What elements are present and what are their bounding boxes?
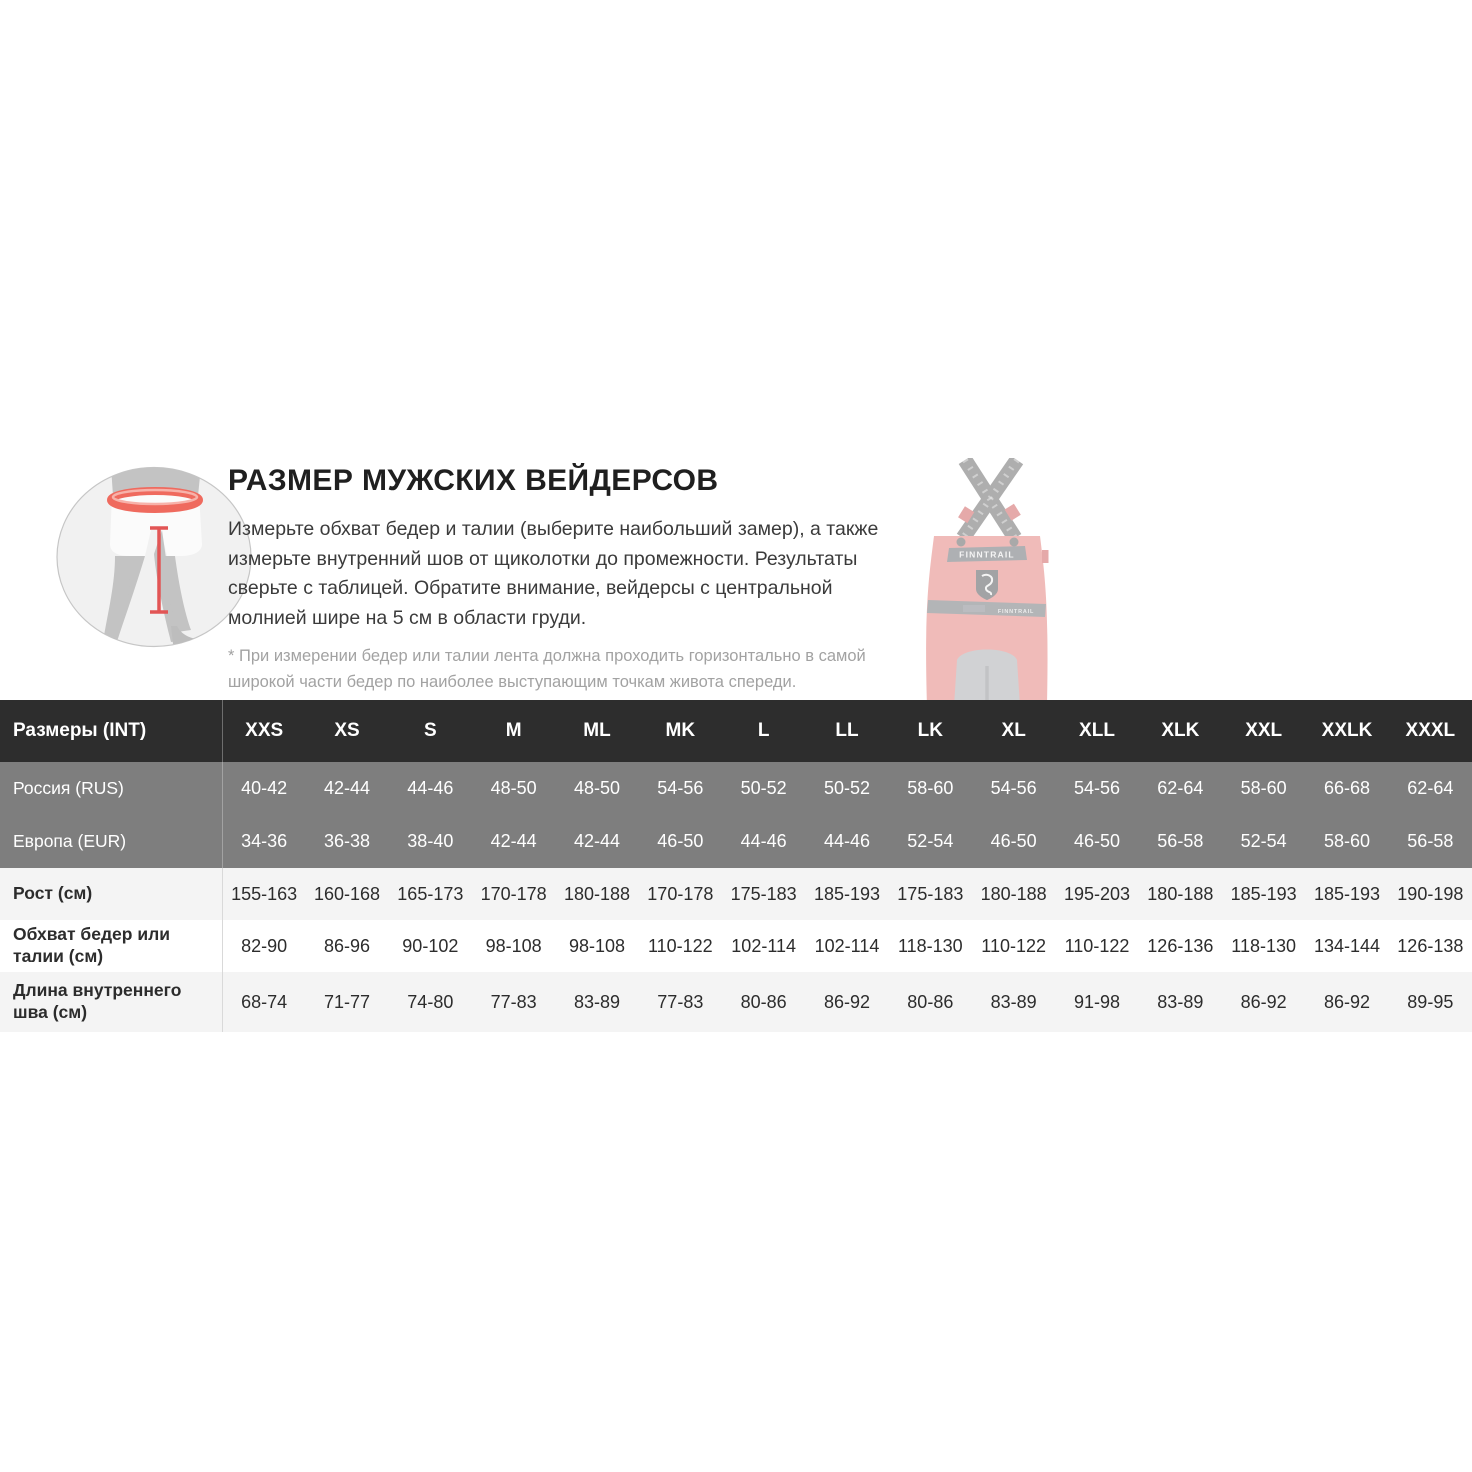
row-label: Россия (RUS) bbox=[13, 777, 124, 798]
button-left bbox=[957, 538, 966, 547]
table-cell: 66-68 bbox=[1323, 778, 1371, 798]
table-cell: 90-102 bbox=[402, 935, 459, 956]
table-cell: 82-90 bbox=[222, 920, 305, 972]
table-cell: 110-122 bbox=[981, 935, 1047, 956]
table-cell: 118-130 bbox=[1231, 935, 1297, 956]
table-cell: 46-50 bbox=[1073, 831, 1121, 851]
table-cell: 118-130 bbox=[897, 935, 963, 956]
table-cell: 175-183 bbox=[897, 883, 964, 904]
table-cell: 98-108 bbox=[568, 935, 626, 956]
brand-label-chest: FINNTRAIL bbox=[959, 549, 1015, 560]
table-cell: 89-95 bbox=[1407, 991, 1454, 1012]
table-cell: 58-60 bbox=[1240, 778, 1287, 798]
table-cell: 54-56 bbox=[657, 778, 704, 798]
table-row bbox=[0, 815, 1472, 868]
table-cell: 170-178 bbox=[480, 883, 547, 904]
table-cell: 155-163 bbox=[222, 868, 305, 920]
waist-band-tab bbox=[963, 605, 985, 612]
table-cell: 83-89 bbox=[1157, 991, 1204, 1012]
table-cell: 91-98 bbox=[1073, 991, 1121, 1012]
table-cell: 50-52 bbox=[823, 778, 871, 798]
table-cell: 62-64 bbox=[1157, 778, 1204, 798]
button-right bbox=[1010, 538, 1019, 547]
table-cell: XXLK bbox=[1321, 720, 1373, 741]
table-cell: 42-44 bbox=[573, 831, 621, 851]
table-row bbox=[0, 868, 1472, 920]
table-cell: 54-56 bbox=[990, 778, 1037, 798]
table-cell: 56-58 bbox=[1157, 831, 1204, 851]
chest-band bbox=[947, 546, 1027, 562]
side-tag bbox=[1042, 550, 1049, 563]
measurement-illustration bbox=[55, 466, 253, 648]
table-cell: 46-50 bbox=[657, 831, 704, 851]
table-cell: XXL bbox=[1245, 720, 1283, 741]
table-cell: 83-89 bbox=[990, 991, 1037, 1012]
table-cell: XLK bbox=[1161, 720, 1200, 741]
table-cell: 190-198 bbox=[1397, 883, 1464, 904]
intro-section bbox=[228, 464, 906, 696]
table-cell: 44-46 bbox=[740, 831, 787, 851]
table-cell: 126-136 bbox=[1147, 935, 1214, 956]
table-cell: 134-144 bbox=[1313, 935, 1381, 956]
table-cell: 185-193 bbox=[813, 883, 881, 904]
waders-graphic bbox=[903, 458, 1131, 706]
row-label: Обхват бедер или талии (см) bbox=[13, 924, 170, 966]
size-table bbox=[0, 700, 1472, 1032]
row-label: Длина внутреннего шва (см) bbox=[13, 980, 182, 1022]
table-cell: 68-74 bbox=[222, 972, 305, 1032]
waders-product-image bbox=[903, 458, 1131, 706]
table-cell: 80-86 bbox=[907, 991, 954, 1012]
table-cell: ML bbox=[583, 720, 611, 741]
table-cell: 77-83 bbox=[490, 991, 537, 1012]
row-label: Рост (см) bbox=[13, 883, 93, 904]
table-cell: 98-108 bbox=[485, 935, 542, 956]
table-cell: 71-77 bbox=[323, 991, 371, 1012]
table-cell: S bbox=[423, 720, 437, 741]
table-cell: 42-44 bbox=[490, 831, 537, 851]
table-cell: XS bbox=[334, 720, 360, 741]
table-cell: 40-42 bbox=[222, 762, 305, 815]
table-cell: 74-80 bbox=[407, 991, 454, 1012]
table-cell: 34-36 bbox=[222, 815, 305, 868]
table-row bbox=[0, 920, 1472, 972]
table-cell: 52-54 bbox=[907, 831, 954, 851]
table-cell: 44-46 bbox=[407, 778, 454, 798]
brand-label-waist: FINNTRAIL bbox=[997, 609, 1035, 615]
table-cell: 58-60 bbox=[1323, 831, 1371, 851]
table-cell: 102-114 bbox=[814, 935, 880, 956]
table-cell: 48-50 bbox=[573, 778, 621, 798]
table-cell: 42-44 bbox=[323, 778, 371, 798]
table-cell: 185-193 bbox=[1313, 883, 1381, 904]
table-cell: XL bbox=[1001, 720, 1026, 741]
table-cell: 195-203 bbox=[1063, 883, 1131, 904]
intro-note: * При измерении бедер или талии лента должна проходить горизонтально в самой широкой части бедер по наиболее выступающим точкам живота спереди. bbox=[228, 646, 866, 692]
table-cell: 52-54 bbox=[1240, 831, 1287, 851]
table-cell: 86-92 bbox=[823, 991, 871, 1012]
table-cell: 83-89 bbox=[573, 991, 621, 1012]
table-cell: LK bbox=[917, 720, 943, 741]
table-cell: 48-50 bbox=[490, 778, 537, 798]
table-cell: 180-188 bbox=[1147, 883, 1214, 904]
table-cell: 86-92 bbox=[1323, 991, 1371, 1012]
table-cell: 165-173 bbox=[397, 883, 464, 904]
table-cell: 38-40 bbox=[407, 831, 454, 851]
table-cell: M bbox=[505, 720, 522, 741]
table-cell: 80-86 bbox=[740, 991, 787, 1012]
suspenders bbox=[958, 460, 1021, 538]
table-cell: 46-50 bbox=[990, 831, 1037, 851]
table-cell: 77-83 bbox=[657, 991, 704, 1012]
row-label: Размеры (INT) bbox=[13, 720, 147, 742]
table-cell: 185-193 bbox=[1230, 883, 1297, 904]
table-cell: 58-60 bbox=[907, 778, 954, 798]
table-cell: 175-183 bbox=[730, 883, 797, 904]
legs-measurement-graphic bbox=[55, 466, 253, 648]
table-cell: 110-122 bbox=[647, 935, 713, 956]
table-cell: L bbox=[757, 720, 770, 741]
row-label: Европа (EUR) bbox=[13, 830, 127, 851]
table-cell: 102-114 bbox=[731, 935, 797, 956]
table-cell: 54-56 bbox=[1073, 778, 1121, 798]
table-row bbox=[0, 972, 1472, 1032]
page-title: РАЗМЕР МУЖСКИХ ВЕЙДЕРСОВ bbox=[228, 464, 719, 497]
left-foot bbox=[83, 638, 117, 647]
table-cell: 86-92 bbox=[1240, 991, 1287, 1012]
table-cell: 36-38 bbox=[323, 831, 371, 851]
table-cell: 170-178 bbox=[647, 883, 714, 904]
table-cell: 126-138 bbox=[1397, 935, 1464, 956]
table-row bbox=[0, 762, 1472, 815]
table-cell: 180-188 bbox=[980, 883, 1047, 904]
table-header-row bbox=[0, 700, 1472, 762]
table-cell: 62-64 bbox=[1407, 778, 1454, 798]
intro-description: Измерьте обхват бедер и талии (выберите наибольший замер), а также измерьте внутренний шов от щиколотки до промежности. Результаты сверьте с таблицей. Обратите внимание, вейдерсы с центральной молнией шире на 5 см в области груди. bbox=[228, 518, 879, 629]
table-cell: XLL bbox=[1079, 720, 1115, 741]
table-cell: LL bbox=[835, 720, 859, 741]
table-cell: XXXL bbox=[1405, 720, 1456, 741]
table-cell: 56-58 bbox=[1407, 831, 1454, 851]
table-cell: 110-122 bbox=[1064, 935, 1130, 956]
table-cell: 86-96 bbox=[323, 935, 371, 956]
table-cell: 180-188 bbox=[563, 883, 631, 904]
table-cell: MK bbox=[665, 720, 696, 741]
table-cell: 160-168 bbox=[313, 883, 381, 904]
table-cell: XXS bbox=[222, 700, 305, 762]
table-cell: 50-52 bbox=[740, 778, 787, 798]
table-cell: 44-46 bbox=[823, 831, 871, 851]
